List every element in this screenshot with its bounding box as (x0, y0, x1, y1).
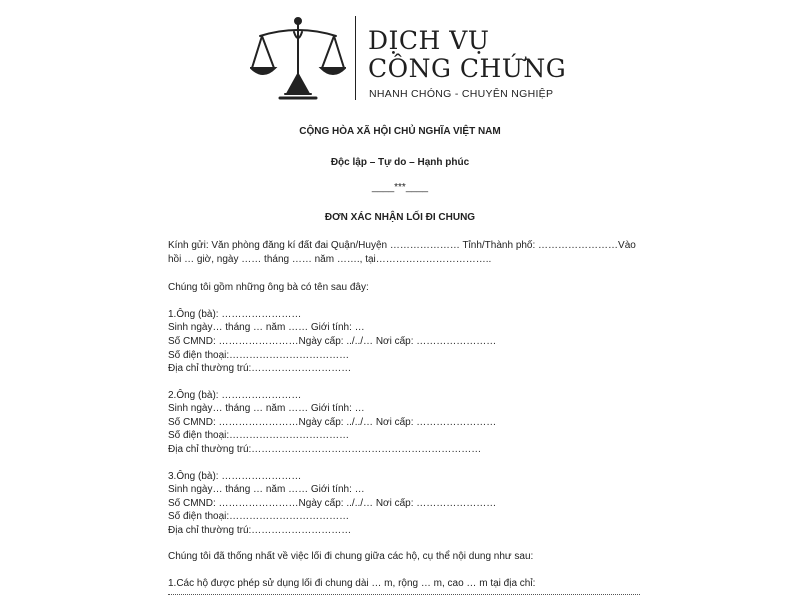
person-2-id: Số CMND: ……………………Ngày cấp: ../../… Nơi cấp: …………………… (168, 417, 497, 428)
person-1-id: Số CMND: ……………………Ngày cấp: ../../… Nơi cấp: …………………… (168, 336, 497, 347)
person-1-address: Địa chỉ thường trú:………………………… (168, 363, 352, 374)
members-intro: Chúng tôi gồm những ông bà có tên sau đây: (168, 282, 369, 293)
scales-of-justice-icon (250, 14, 346, 102)
person-2-address: Địa chỉ thường trú:…………………………………………………………… (168, 444, 482, 455)
motto: Độc lập – Tự do – Hạnh phúc (330, 157, 470, 168)
person-3-phone: Số điện thoại:……………………………… (168, 511, 350, 522)
logo-title-line1: DỊCH VỤ (368, 26, 490, 55)
intro-line-2: hồi … giờ, ngày …… tháng …… năm ……., tại…………………………….. (168, 254, 492, 265)
country-heading: CỘNG HÒA XÃ HỘI CHỦ NGHĨA VIỆT NAM (299, 126, 501, 137)
agreement-item-1: 1.Các hộ được phép sử dụng lối đi chung dài … m, rộng … m, cao … m tại địa chỉ: (168, 578, 536, 589)
agreement-intro: Chúng tôi đã thống nhất về việc lối đi chung giữa các hộ, cụ thể nội dung như sau: (168, 551, 534, 562)
person-3-name: 3.Ông (bà): …………………… (168, 471, 302, 482)
logo (250, 14, 567, 104)
person-1-phone: Số điện thoại:……………………………… (168, 350, 350, 361)
person-3-address: Địa chỉ thường trú:………………………… (168, 525, 352, 536)
person-3-id: Số CMND: ……………………Ngày cấp: ../../… Nơi cấp: …………………… (168, 498, 497, 509)
person-3-birth: Sinh ngày… tháng … năm …… Giới tính: … (168, 484, 365, 495)
person-2-phone: Số điện thoại:……………………………… (168, 430, 350, 441)
separator: ____***____ (371, 182, 429, 193)
logo-title-line2: CÔNG CHỨNG (368, 54, 567, 83)
intro-line-1: Kính gửi: Văn phòng đăng kí đất đai Quận/Huyện ………………… Tỉnh/Thành phố: ……………………Vào (168, 240, 636, 251)
logo-tagline: NHANH CHÓNG - CHUYÊN NGHIỆP (369, 88, 554, 100)
person-2-name: 2.Ông (bà): …………………… (168, 390, 302, 401)
dotted-fill-line (168, 594, 640, 595)
logo-divider (355, 16, 356, 100)
person-1-name: 1.Ông (bà): …………………… (168, 309, 302, 320)
document-title: ĐƠN XÁC NHẬN LỐI ĐI CHUNG (324, 212, 476, 223)
person-1-birth: Sinh ngày… tháng … năm …… Giới tính: … (168, 322, 365, 333)
person-2-birth: Sinh ngày… tháng … năm …… Giới tính: … (168, 403, 365, 414)
